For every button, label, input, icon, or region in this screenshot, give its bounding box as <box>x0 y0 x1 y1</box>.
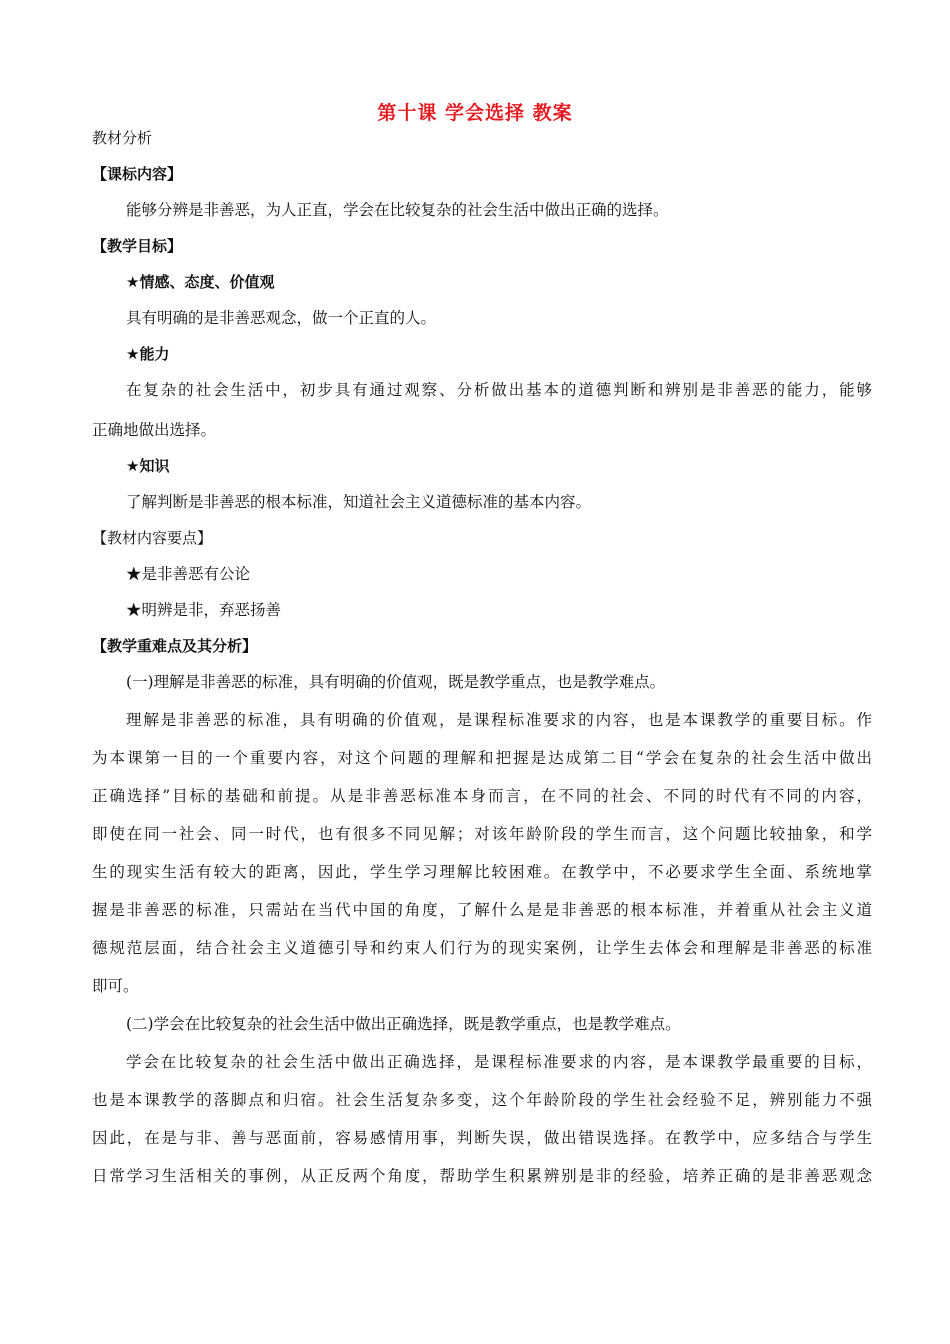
heading-teaching-goals: 【教学目标】 <box>92 237 183 255</box>
analysis-item2-title: (二)学会在比较复杂的社会生活中做出正确选择，既是教学重点，也是教学难点。 <box>126 1015 681 1033</box>
analysis-item1-title: (一)理解是非善恶的标准，具有明确的价值观，既是教学重点，也是教学难点。 <box>126 673 666 691</box>
goal-emotion-title: ★情感、态度、价值观 <box>126 273 275 291</box>
analysis-item2-line: 因此，在是与非、善与恶面前，容易感情用事，判断失误，做出错误选择。在教学中，应多结合与学生 <box>92 1129 872 1147</box>
heading-key-difficult-points: 【教学重难点及其分析】 <box>92 637 258 655</box>
goal-emotion-text: 具有明确的是非善恶观念，做一个正直的人。 <box>126 309 437 327</box>
analysis-item1-line: 为本课第一目的一个重要内容，对这个问题的理解和把握是达成第二目“学会在复杂的社会生活中做出 <box>92 749 872 767</box>
textbook-point: ★明辨是非，弃恶扬善 <box>126 601 282 619</box>
analysis-item2-line: 也是本课教学的落脚点和归宿。社会生活复杂多变，这个年龄阶段的学生社会经验不足，辨别能力不强 <box>92 1091 872 1109</box>
goal-ability-text-line: 正确地做出选择。 <box>92 421 217 439</box>
analysis-item2-line: 学会在比较复杂的社会生活中做出正确选择，是课程标准要求的内容，是本课教学最重要的目标， <box>126 1053 872 1071</box>
analysis-item1-line: 握是非善恶的标准，只需站在当代中国的角度，了解什么是是非善恶的根本标准，并着重从社会主义道 <box>92 901 872 919</box>
goal-ability-text-line: 在复杂的社会生活中，初步具有通过观察、分析做出基本的道德判断和辨别是非善恶的能力，能够 <box>126 381 872 399</box>
heading-textbook-points: 【教材内容要点】 <box>92 529 213 547</box>
analysis-item1-line: 即使在同一社会、同一时代，也有很多不同见解；对该年龄阶段的学生而言，这个问题比较抽象，和学 <box>92 825 872 843</box>
analysis-item1-line: 正确选择”目标的基础和前提。从是非善恶标准本身而言，在不同的社会、不同的时代有不同的内容， <box>92 787 872 805</box>
page-title: 第十课 学会选择 教案 <box>377 102 573 124</box>
analysis-item1-line: 即可。 <box>92 977 139 995</box>
goal-ability-title: ★能力 <box>126 345 170 363</box>
curriculum-text: 能够分辨是非善恶，为人正直，学会在比较复杂的社会生活中做出正确的选择。 <box>126 201 669 219</box>
section-label: 教材分析 <box>92 129 153 147</box>
goal-knowledge-title: ★知识 <box>126 457 170 475</box>
textbook-point: ★是非善恶有公论 <box>126 565 251 583</box>
analysis-item2-line: 日常学习生活相关的事例，从正反两个角度，帮助学生积累辨别是非的经验，培养正确的是非善恶观念 <box>92 1167 872 1185</box>
analysis-item1-line: 德规范层面，结合社会主义道德引导和约束人们行为的现实案例，让学生去体会和理解是非善恶的标准 <box>92 939 872 957</box>
analysis-item1-line: 生的现实生活有较大的距离，因此，学生学习理解比较困难。在教学中，不必要求学生全面、系统地掌 <box>92 863 872 881</box>
heading-curriculum-content: 【课标内容】 <box>92 165 183 183</box>
goal-knowledge-text: 了解判断是非善恶的根本标准，知道社会主义道德标准的基本内容。 <box>126 493 592 511</box>
analysis-item1-line: 理解是非善恶的标准，具有明确的价值观，是课程标准要求的内容，也是本课教学的重要目标。作 <box>126 711 872 729</box>
